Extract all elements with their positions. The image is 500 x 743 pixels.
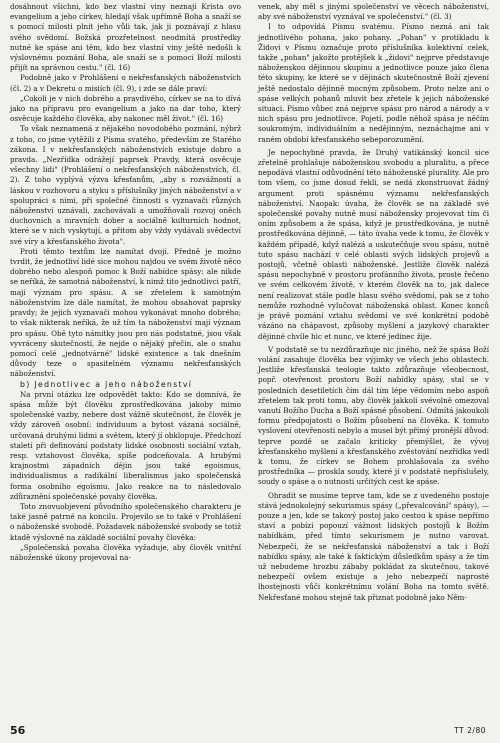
paragraph: Toto znovuobjevení původního společenského charakteru je také jasně patrné na koncilu. Projevilo se to také v Prohlášení o náboženské svobodě. Požadavek náboženské svobody se totiž ktadě výslovně na základě sociální povahy člověka: — [10, 501, 241, 542]
right-column — [258, 2, 489, 603]
quote-paragraph: „Společenská povaha člověka vyžaduje, aby člověk vnitřní náboženské úkony projevoval na- — [10, 542, 241, 562]
paragraph: Podobně jako v Prohlášení o nekřesťanských náboženstvích (čl. 2) a v Dekretu o misiích (čl. 9), i zde se dále praví: — [10, 73, 241, 93]
quote-paragraph: „Cokoli je v nich dobrého a pravdivého, církev se na to dívá jako na přípravu pro evangelium a jako na dar toho, který osvěcuje každého člověka, aby nakonec měl život." (čl. 16) — [10, 93, 241, 124]
paragraph: Proti těmto textům lze namítat dvojí. Předně je možno tvrdit, že jednotliví lidé sice mohou najdou ve svém životě něco dobrého nebo alespoň pomoc k Boží nabídce spásy: ale nikde se neříká, že samotná náboženství, k nimž tito jednotlivci patří, mají význam pro spásu. A se zřetelem k samotným náboženstvím lze dále namítat, že mohou obsahovat paprsky pravdy; že jejich vyznavači mohou vykonávat mnoho dobrého; to však nikterak neříká, že už tím ta náboženství mají význam pro spásu. Obě tyto námitky jsou pro nás podstatné, jsou však vyvráceny skutečností, že nejde o nějaký přečin, ale o snahu pomocí celé „jednotvárné" lidské existence a tak dnešním důvody teze o spasitelném významu nekřesťanských náboženství. — [10, 246, 241, 379]
section-heading: b) Jednotlivec a jeho náboženství — [20, 379, 193, 389]
paragraph: Na první otázku lze odpovědět takto: Kdo se domnívá, že spása může být člověku zprostředkována jakoby mimo společenské vazby, nebere dost vážně skutečnost, že člověk je vždy zároveň osobní: individuum a bytost vázaná sociálně, určovaná druhými lidmi a světem, který jí obklopuje. Předchozí staletí při definování podstaty lidské osobnosti sociální vztah, resp. vztahovost člověka, spíše podceňovala. A hrubými krajnostmi západních dějin jsou také egoismus, individualismus a radikální liberalismus jako společenská forma osobního egoismu. Jako reakce na to následovalo zdůraznění společenské povahy člověka. — [10, 389, 241, 501]
paragraph: venek, aby měl s jinými společenství ve věcech náboženství, aby své náboženství vyznával ve společenství." (čl. 3) — [258, 2, 489, 22]
source-label: TT 2/80 — [454, 726, 486, 735]
paragraph: Ohradit se musíme teprve tam, kde se z uvedeného postoje stává jednokolejný sekurismus spásy („převalcování" spásy), — pouze a jen, kde se takový postoj jako cestou k spáse nepřímo staví a pobízí popouzí vážnost lidských postojů k Božím nabídkám, před tímto sekurismem je nutno varovat. Nebezpečí, že se nekřesťanská náboženství a tak i Boží nabídku spásy, ale také k faktickým důsledkům spásy a že tím už nebudeme hrozbu zábaby pokládat za skutečnou, takové nebezpečí ovšem existuje a jeho nebezpečí naprosté lhostejnosti vůči konkrétnímu volání Boha na tomto světě. Nekřesťané mohou stejně tak přiznat podobně jako Něm- — [258, 490, 489, 602]
paragraph: V podstatě se tu nezdůrazňuje nic jiného, než že spása Boží volání zasahuje člověka bez výjimky ve všech jeho oblastech. Jestliže křesťanská teologie takto zdůrazňuje všeobecnost, popř. otevřenost prostoru Boží nabídky spásy, stal se v posledních desetiletích čím dál tím lépe vědomím nebo aspoň zřetelem tak proti tomu, aby člověk jakkoli svévolně omezoval vanutí Božího Ducha a Boží spásné působení. Odmítá jakoukoli formu předpojatosti o Božím působení na člověka. K tomuto vyslovení otevřenosti nebylo a musel být přímý pronější důvod: teprve pozdě se začalo kriticky přemýšlet, že vývoj křesťanského myšlení a křesťanského zvěstování nezřídka vedl k tomu, že církev se Bohem prohlašovala za svého prostředníka — proskla soudy, které jí v podstatě nepříslušely, soudy o spáse a o nutnosti určitých cest ke spáse. — [258, 344, 489, 487]
left-column — [10, 2, 241, 563]
paragraph: Je nepochybné pravda, že Druhý vatikánský koncil sice zřetelně prohlašuje náboženskou svobodu a pluralitu, a přece nepodává vlastní odůvodnění této náboženské plurality. Ale pro tom všem, co jsme dosud řekli, se nedá zkonstruovat žádný argument proti spásnému významu nekřesťanských náboženství. Naopak: úvaha, že člověk se na základě své společenské povahy nutně musí nábožensky projevovat tím či oním způsobem a že spása, když je prostředkována, je nutně prostředkována dějinně, — táto úvaha vede k tomu, že člověk v každém případě, když nalézá a uskutečňuje svou spásu, nutně tuto spásu nachází v celé oblasti svých lidských projevů a postojů, včetně oblasti náboženské. Jestliže člověk nalézá spásu nepochybně v prostoru profánního života, proste řečeno ve svém celkovém životě, v kterém člověk na to, jak dalece není realizovat stále podle hlasu svého svědomí, pak se z toho nemůže rozhodně vylučovat náboženská oblast. Konec konců je právě poznání vztahu svědomí ve své konkrétní podobě vázáno na chápavost, způsoby myšlení a jazykový charakter dějinné chvíle hic et nunc, ve které jedinec žije. — [258, 147, 489, 341]
paragraph: I to odpovídá Písmu svatému. Písmo nezná ani tak jednotlivého pohana, jako pohany. „Pohan" v protikladu k Židovi v Písmu označuje proto příslušníka kolektivní celek, takže „pohan" jakožto protějšek k „židovi" nejprve představuje náboženskou dějinnou skupinu a jednotlivce pouze jako člena této skupiny, ke které se v dějinách skutečnostně Boží zjevení ještě nedostalo dějinně mocným způsobem. Proto nelze ani o spáse velkých pohanů mluvit bez zřetele k jejich náboženské situaci. Písmo vůbec zná nejprve spásu pro národ a národy a v nich spásu pro jednotlivce. Pojetí, podle něhož spása je něčím soukromým, individuálním a nedějinným, neznáchajme ani v raném období křesťanského sebeporozumění. — [258, 22, 489, 144]
page-number: 56 — [10, 724, 26, 737]
paragraph: To však neznamená z nějakého novodobého pozmání, nýbrž z toho, co jsme vytěžili z Písma svatého, především ze Starého zákona. I v nekřesťanských náboženstvích existuje dobro a pravda. „Nezřídka odrážejí paprsek Pravdy, která osvěcuje všechny lidi" (Prohlášení o nekřesťanských náboženstvích, čl. 2). Z toho vyplývá výzva křesťanům, „aby s rozvážností a láskou v rozhovoru a styku s příslušníky jiných náboženství a v spolupráci s nimi, při společné činnosti s vyznavači různých náboženství uznávali, zachovávali a umožňovali rozvoj oněch duchovních a mravních dober a sociálně kulturních hodnot, které se v nich vyskytují, a přitom aby vždy vydávali svědectví své víry a křesťanského života". — [10, 124, 241, 246]
paragraph: dosáhnout všichni, kdo bez vlastní viny neznají Krista ovo evangelium a jeho církev, hledají však upřímně Boha a snaží se s pomocí milosti plnit jeho vůli tak, jak ji poznávají z hlasu svého svědomí. Božská prozřetelnost neodmítá prostředky nutné ke spáse ani těm, kdo bez vlastní viny ještě nedošli k výslovnému poznání Boha, ale snaží se s pomocí Boží milosti přijít na správnou cestu." (čl. 16) — [10, 2, 241, 73]
